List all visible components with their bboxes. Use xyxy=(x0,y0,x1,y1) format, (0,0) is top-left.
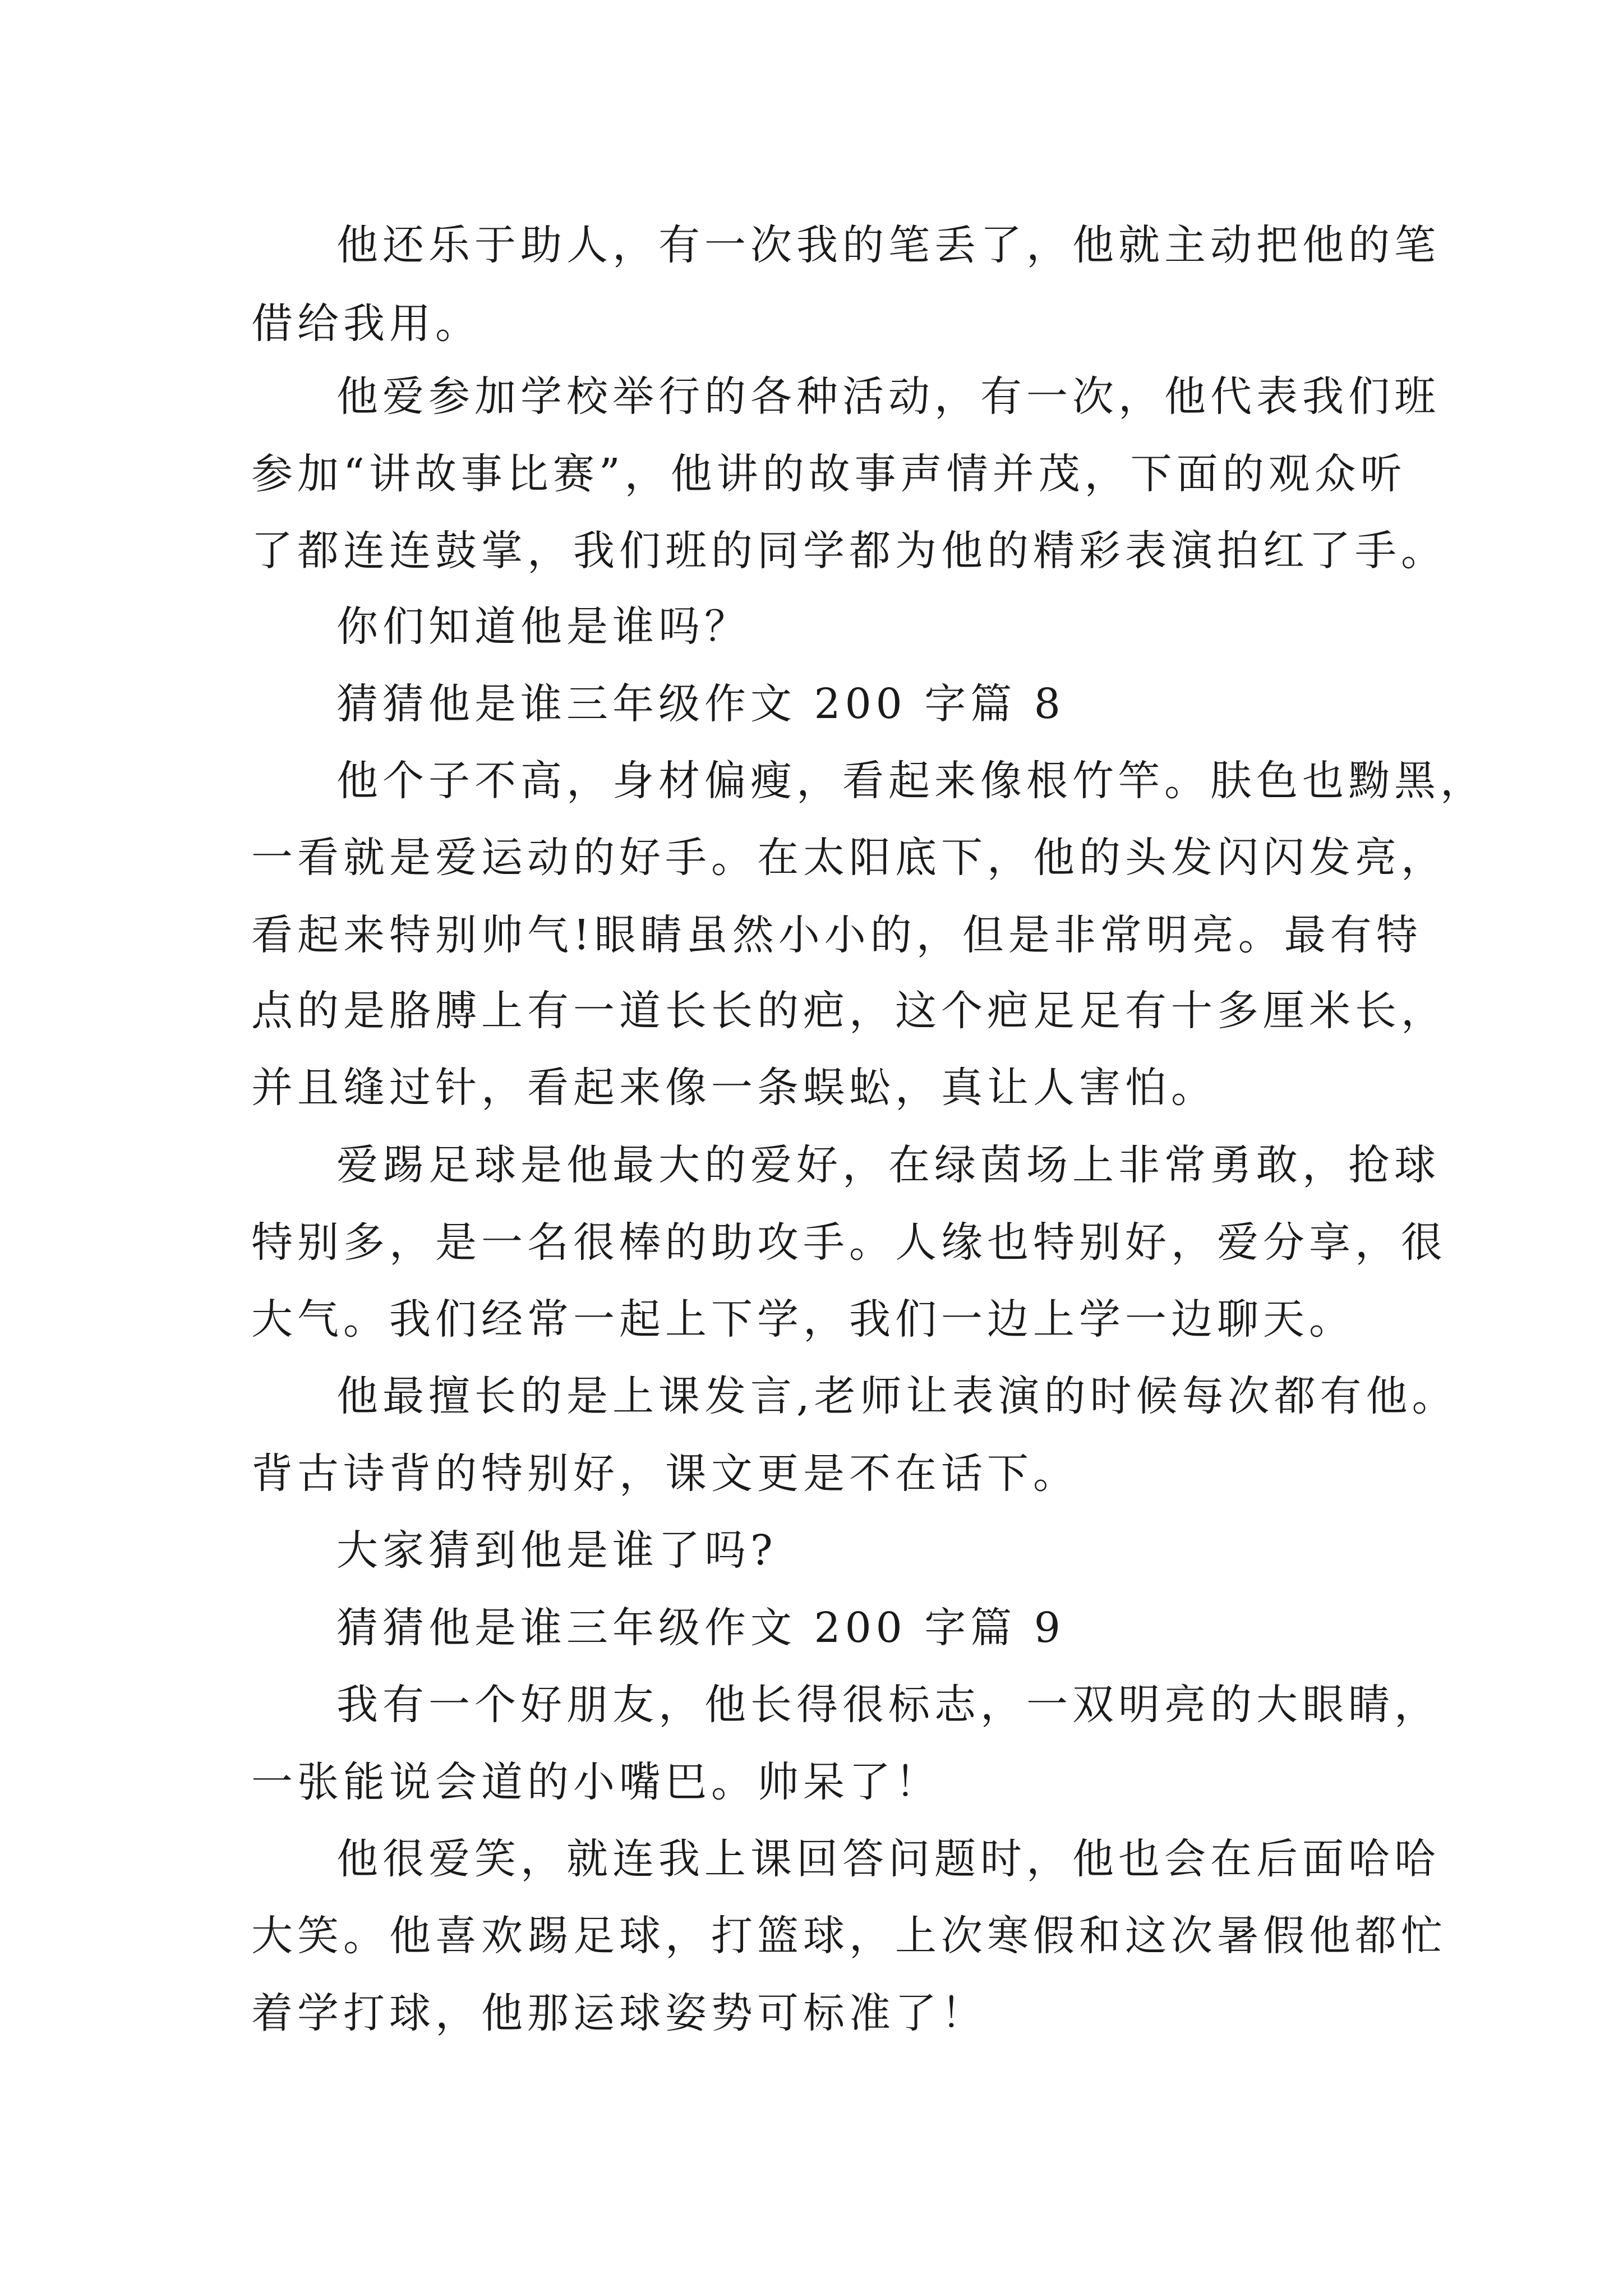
text-line: 大笑。他喜欢踢足球，打篮球，上次寒假和这次暑假他都忙 xyxy=(251,1912,1447,1960)
text-line: 点的是胳膊上有一道长长的疤，这个疤足足有十多厘米长， xyxy=(251,987,1447,1035)
text-line: 大气。我们经常一起上下学，我们一边上学一边聊天。 xyxy=(251,1295,1355,1343)
text-line: 大家猜到他是谁了吗? xyxy=(336,1526,777,1575)
section-heading: 猜猜他是谁三年级作文 200 字篇 9 xyxy=(336,1604,1065,1652)
text-line: 爱踢足球是他最大的爱好，在绿茵场上非常勇敢，抢球 xyxy=(336,1141,1440,1189)
text-line: 并且缝过针，看起来像一条蜈蚣，真让人害怕。 xyxy=(251,1064,1217,1112)
text-line: 你们知道他是谁吗？ xyxy=(336,602,750,651)
text-line: 借给我用。 xyxy=(251,300,481,348)
text-line: 着学打球，他那运球姿势可标准了！ xyxy=(251,1989,987,2037)
text-line: 他爱参加学校举行的各种活动，有一次，他代表我们班 xyxy=(336,372,1440,421)
text-line: 看起来特别帅气!眼睛虽然小小的，但是非常明亮。最有特 xyxy=(251,911,1422,959)
section-heading: 猜猜他是谁三年级作文 200 字篇 8 xyxy=(336,680,1065,728)
text-line: 一张能说会道的小嘴巴。帅呆了！ xyxy=(251,1758,941,1806)
text-line: 他很爱笑，就连我上课回答问题时，他也会在后面哈哈 xyxy=(336,1835,1440,1883)
text-line: 我有一个好朋友，他长得很标志，一双明亮的大眼睛， xyxy=(336,1681,1440,1729)
text-line: 了都连连鼓掌，我们班的同学都为他的精彩表演拍红了手。 xyxy=(251,527,1447,575)
text-line: 特别多，是一名很棒的助攻手。人缘也特别好，爱分享，很 xyxy=(251,1218,1447,1267)
text-line: 他还乐于助人，有一次我的笔丢了，他就主动把他的笔 xyxy=(336,221,1440,269)
text-line: 一看就是爱运动的好手。在太阳底下，他的头发闪闪发亮， xyxy=(251,834,1447,882)
text-line: 背古诗背的特别好，课文更是不在话下。 xyxy=(251,1450,1079,1498)
text-line: 他个子不高，身材偏瘦，看起来像根竹竿。肤色也黝黑， xyxy=(336,757,1486,805)
text-line: 参加“讲故事比赛”，他讲的故事声情并茂，下面的观众听 xyxy=(251,450,1407,498)
text-line: 他最擅长的是上课发言,老师让表演的时候每次都有他。 xyxy=(336,1372,1458,1420)
